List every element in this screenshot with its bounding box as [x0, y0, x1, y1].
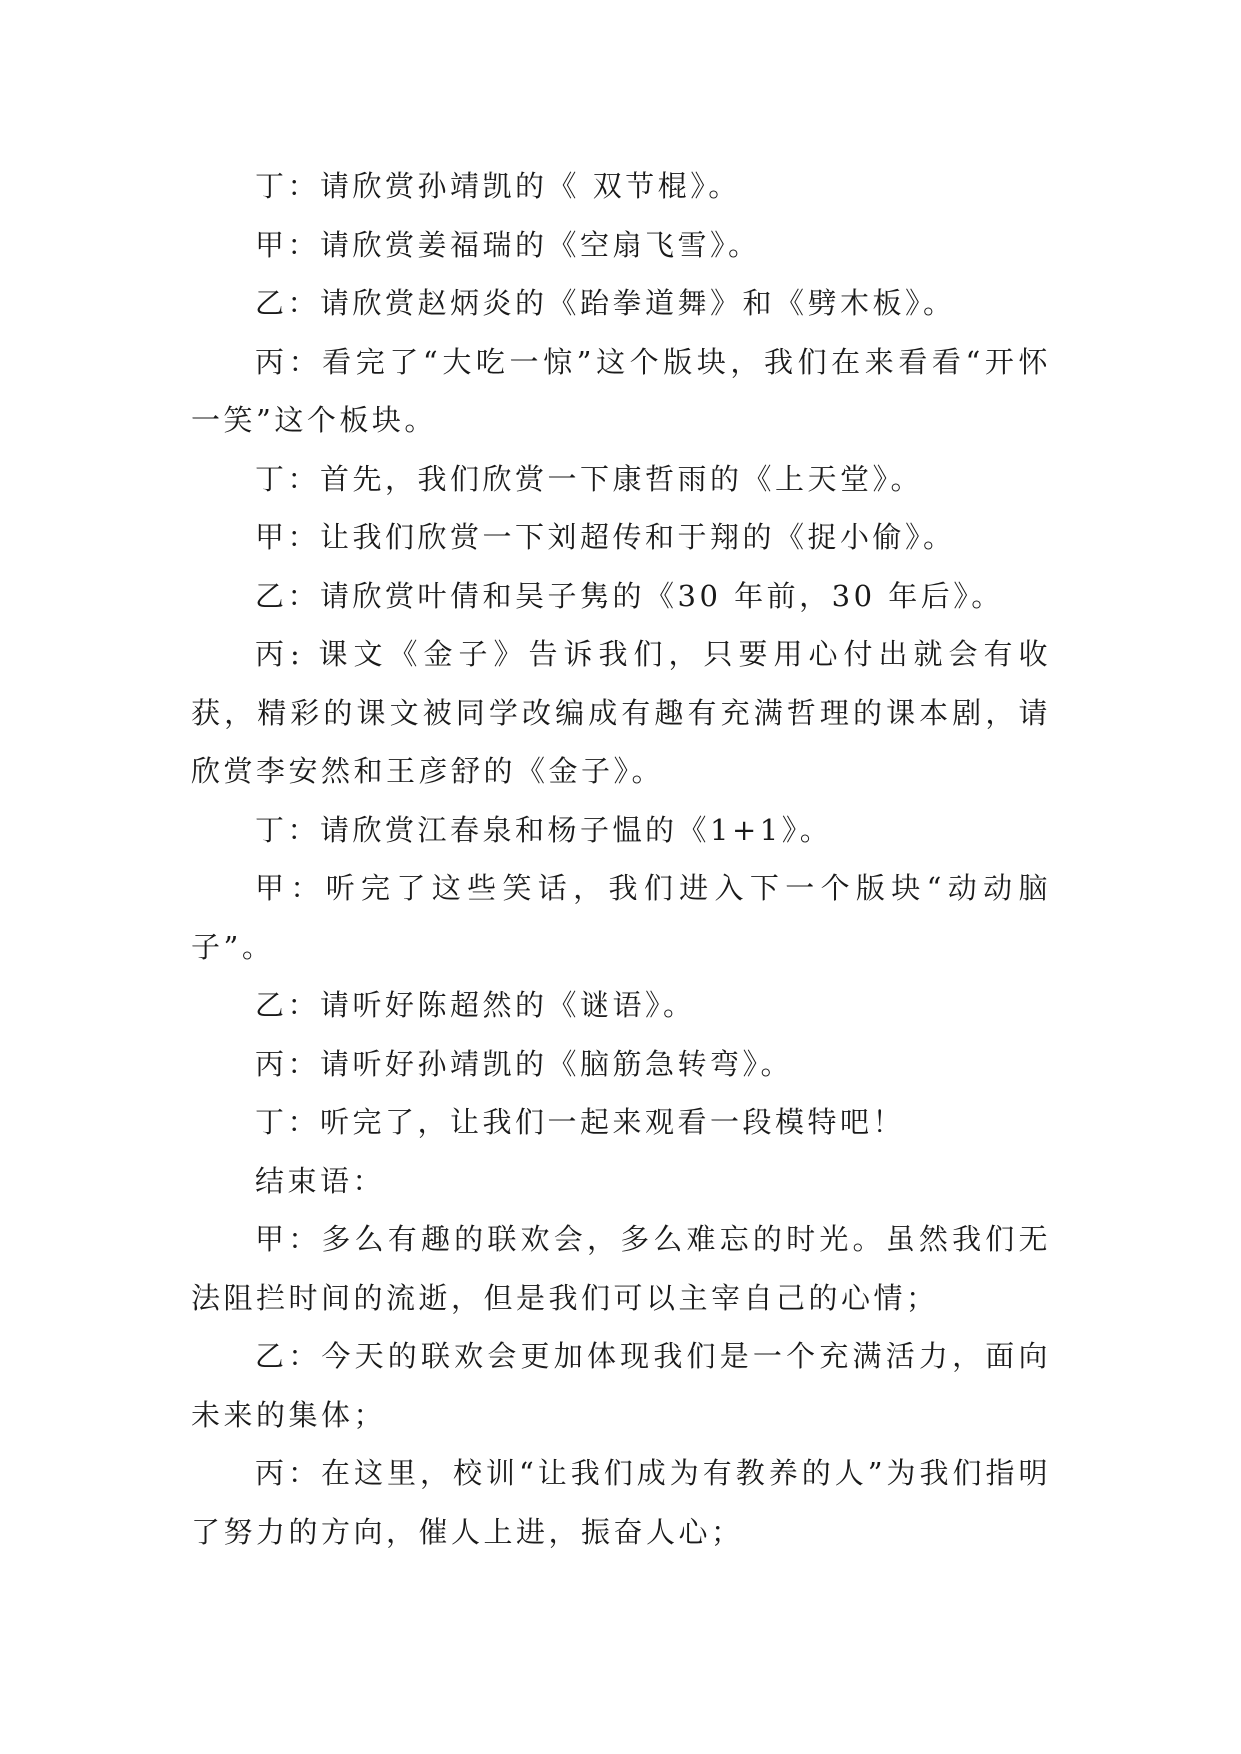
paragraph: 乙：请欣赏叶倩和吴子隽的《30 年前，30 年后》。 — [255, 578, 1004, 613]
section-heading: 结束语： — [255, 1163, 386, 1198]
paragraph: 乙：今天的联欢会更加体现我们是一个充满活力，面向未来的集体； — [191, 1339, 1051, 1432]
paragraph: 丙：请听好孙靖凯的《脑筋急转弯》。 — [255, 1046, 794, 1081]
paragraph: 丙：看完了“大吃一惊”这个版块，我们在来看看“开怀一笑”这个板块。 — [191, 344, 1051, 437]
paragraph: 乙：请听好陈超然的《谜语》。 — [255, 988, 696, 1022]
paragraph: 丁：听完了，让我们一起来观看一段模特吧！ — [255, 1105, 906, 1139]
paragraph: 丙: 课文《金子》告诉我们，只要用心付出就会有收获，精彩的课文被同学改编成有趣有充满哲理的课本剧，请欣赏李安然和王彦舒的《金子》。 — [191, 637, 1051, 788]
paragraph: 丁：首先，我们欣赏一下康哲雨的《上天堂》。 — [255, 461, 924, 496]
paragraph: 甲：听完了这些笑话，我们进入下一个版块“动动脑子”。 — [191, 871, 1051, 964]
paragraph: 丁：请欣赏江春泉和杨子愠的《1+1》。 — [255, 812, 833, 847]
paragraph: 丁：请欣赏孙靖凯的《 双节棍》。 — [255, 169, 741, 203]
paragraph: 甲：请欣赏姜福瑞的《空扇飞雪》。 — [255, 227, 761, 262]
paragraph: 丙：在这里，校训“让我们成为有教养的人”为我们指明了努力的方向，催人上进，振奋人心； — [191, 1456, 1051, 1549]
document-body — [191, 157, 1051, 1561]
paragraph: 甲：让我们欣赏一下刘超传和于翔的《捉小偷》。 — [255, 520, 956, 554]
paragraph: 乙：请欣赏赵炳炎的《跆拳道舞》和《劈木板》。 — [255, 286, 956, 320]
paragraph: 甲：多么有趣的联欢会，多么难忘的时光。虽然我们无法阻拦时间的流逝，但是我们可以主宰自己的心情； — [191, 1222, 1051, 1315]
